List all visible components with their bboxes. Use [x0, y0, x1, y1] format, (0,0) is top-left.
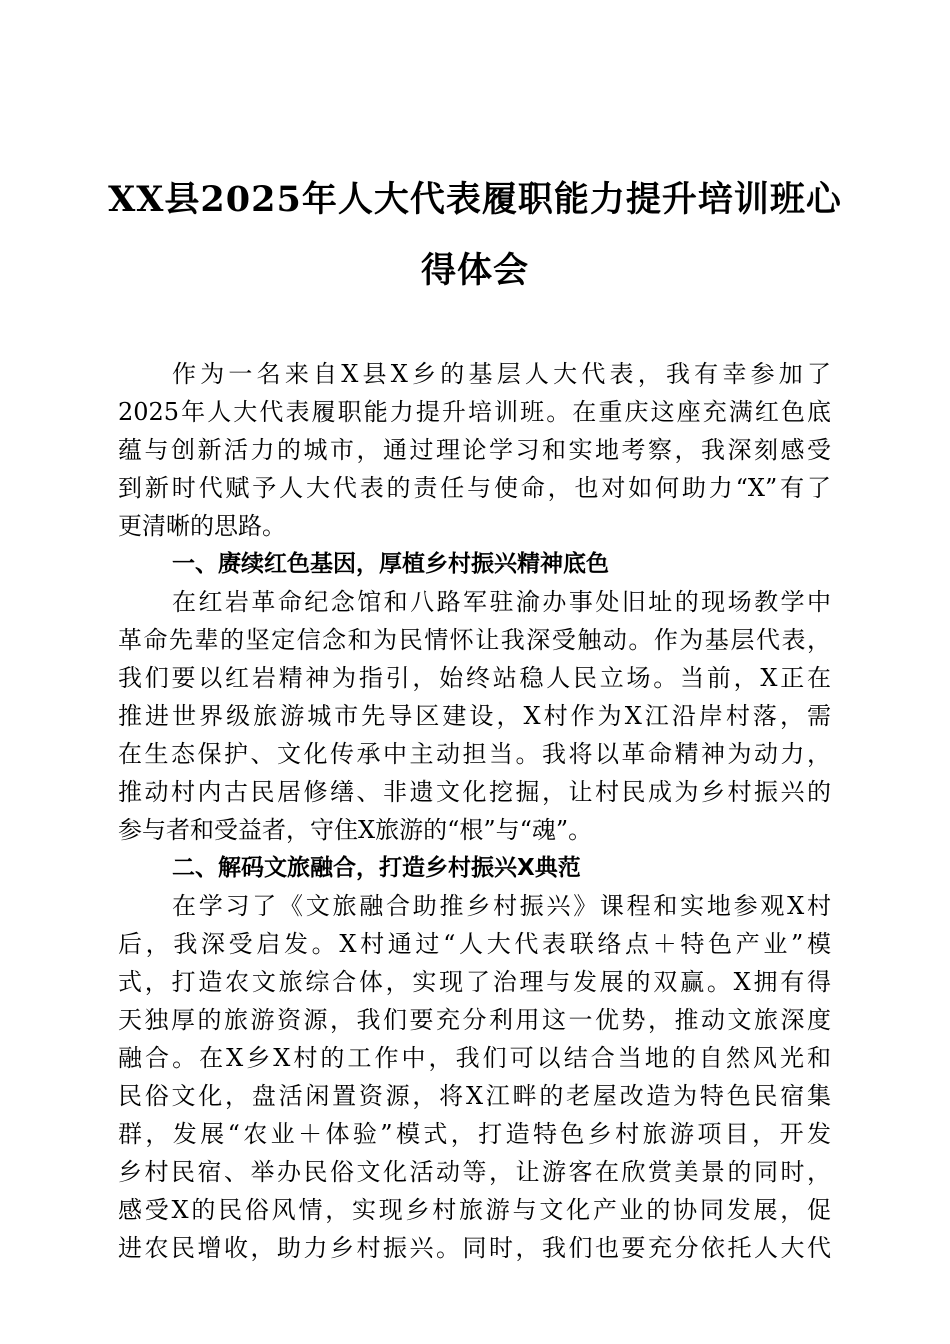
paragraph-line: 在生态保护、文化传承中主动担当。我将以革命精神为动力， — [118, 740, 831, 768]
paragraph-line: 作为一名来自X县X乡的基层人大代表，我有幸参加了 — [172, 360, 831, 388]
section-heading-2: 二、解码文旅融合，打造乡村振兴X典范 — [172, 855, 581, 881]
document-body — [118, 355, 831, 1267]
paragraph-line: 蕴与创新活力的城市，通过理论学习和实地考察，我深刻感受 — [118, 436, 831, 464]
document-title-line-2: 得体会 — [420, 250, 529, 291]
paragraph-line: 后，我深受启发。X村通过“人大代表联络点＋特色产业”模 — [118, 930, 831, 958]
paragraph-line: 民俗文化，盘活闲置资源，将X江畔的老屋改造为特色民宿集 — [118, 1082, 831, 1110]
paragraph-line: 在学习了《文旅融合助推乡村振兴》课程和实地参观X村 — [172, 892, 831, 920]
paragraph-line: 在红岩革命纪念馆和八路军驻渝办事处旧址的现场教学中 — [172, 588, 831, 616]
paragraph-line: 融合。在X乡X村的工作中，我们可以结合当地的自然风光和 — [118, 1044, 831, 1072]
paragraph-line: 革命先辈的坚定信念和为民情怀让我深受触动。作为基层代表， — [118, 626, 831, 654]
paragraph-line: 式，打造农文旅综合体，实现了治理与发展的双赢。X拥有得 — [118, 968, 831, 996]
paragraph-line: 2025年人大代表履职能力提升培训班。在重庆这座充满红色底 — [118, 398, 831, 426]
paragraph-line: 推进世界级旅游城市先导区建设，X村作为X江沿岸村落，需 — [118, 702, 831, 730]
paragraph-line: 群，发展“农业＋体验”模式，打造特色乡村旅游项目，开发 — [118, 1120, 831, 1148]
paragraph-line: 感受X的民俗风情，实现乡村旅游与文化产业的协同发展，促 — [118, 1196, 831, 1224]
document-title-line-1: XX县2025年人大代表履职能力提升培训班心 — [108, 179, 842, 220]
paragraph-line: 参与者和受益者，守住X旅游的“根”与“魂”。 — [118, 816, 593, 844]
paragraph-line: 推动村内古民居修缮、非遗文化挖掘，让村民成为乡村振兴的 — [118, 778, 831, 806]
paragraph-line: 乡村民宿、举办民俗文化活动等，让游客在欣赏美景的同时， — [118, 1158, 831, 1186]
paragraph-line: 更清晰的思路。 — [118, 512, 286, 540]
paragraph-line: 到新时代赋予人大代表的责任与使命，也对如何助力“X”有了 — [118, 474, 831, 502]
paragraph-line: 天独厚的旅游资源，我们要充分利用这一优势，推动文旅深度 — [118, 1006, 831, 1034]
paragraph-line: 我们要以红岩精神为指引，始终站稳人民立场。当前，X正在 — [118, 664, 831, 692]
paragraph-line: 进农民增收，助力乡村振兴。同时，我们也要充分依托人大代 — [118, 1234, 831, 1262]
section-heading-1: 一、赓续红色基因，厚植乡村振兴精神底色 — [172, 551, 609, 577]
